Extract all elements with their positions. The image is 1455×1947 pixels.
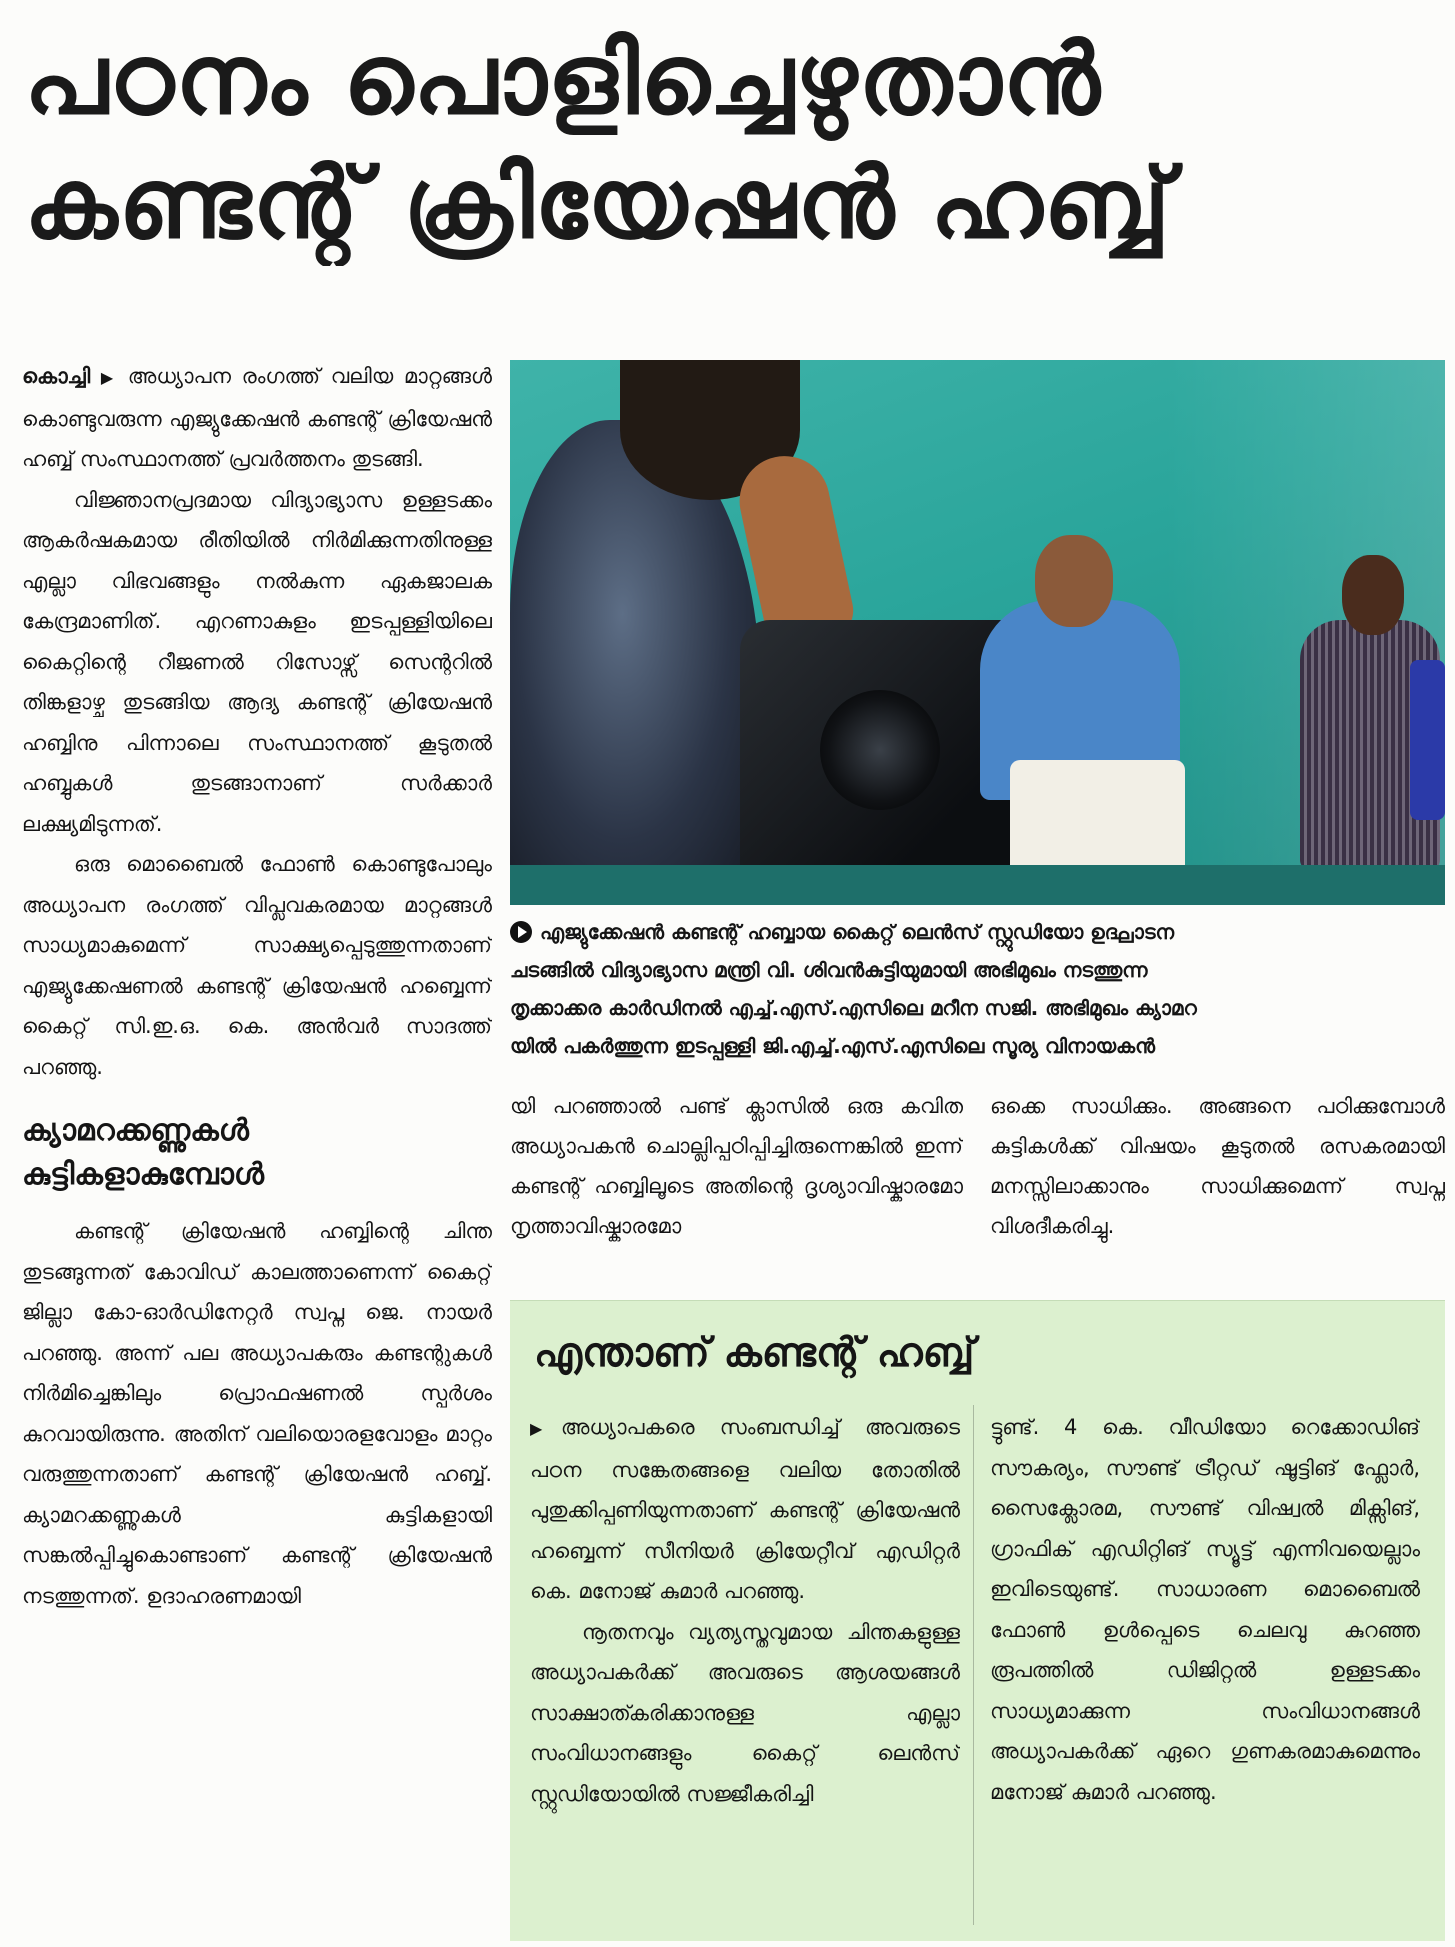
- headline-line-2: കണ്ടന്റ് ക്രിയേഷൻ ഹബ്ബ്: [24, 147, 1172, 261]
- sidebar-left-column: [530, 1407, 960, 1927]
- caption-line: എജ്യുക്കേഷൻ കണ്ടന്റ് ഹബ്ബായ കൈറ്റ് ലെൻസ് സ്റ്റുഡിയോ ഉദ്ഘാടന: [540, 920, 1175, 944]
- article-paragraph: വിജ്ഞാനപ്രദമായ വിദ്യാഭ്യാസ ഉള്ളടക്കം ആകർഷകമായ രീതിയിൽ നിർമിക്കുന്നതിനുള്ള എല്ലാ വിഭവങ്ങളും നൽകുന്ന ഏകജാലക കേന്ദ്രമാണിത്. എറണാകുളം ഇടപ്പള്ളിയിലെ കൈറ്റിന്റെ റീജണൽ റിസോഴ്സ് സെന്ററിൽ തിങ്കളാഴ്ച തുടങ്ങിയ ആദ്യ കണ്ടന്റ് ക്രിയേഷൻ ഹബ്ബിനു പിന്നാലെ സംസ്ഥാനത്ത് കൂടുതൽ ഹബ്ബുകൾ തുടങ്ങാനാണ് സർക്കാർ ലക്ഷ്യമിടുന്നത്.: [22, 487, 492, 836]
- article-lead: അധ്യാപന രംഗത്ത് വലിയ മാറ്റങ്ങൾ കൊണ്ടുവരുന്ന എജ്യുക്കേഷൻ കണ്ടന്റ് ക്രിയേഷൻ ഹബ്ബ് സംസ്ഥാനത്ത് പ്രവർത്തനം തുടങ്ങി.: [22, 364, 492, 471]
- caption-line: യിൽ പകർത്തുന്ന ഇടപ്പള്ളി ജി.എച്ച്.എസ്.എസിലെ സൂര്യ വിനായകൻ: [510, 1034, 1155, 1058]
- headline-line-1: പഠനം പൊളിച്ചെഴുതാൻ: [24, 23, 1101, 137]
- dateline: കൊച്ചി: [22, 364, 91, 388]
- headline: [24, 18, 1434, 266]
- article-paragraph: കണ്ടന്റ് ക്രിയേഷൻ ഹബ്ബിന്റെ ചിന്ത തുടങ്ങുന്നത് കോവിഡ് കാലത്താണെന്ന് കൈറ്റ് ജില്ലാ കോ-ഓർഡിനേറ്റർ സ്വപ്ന ജെ. നായർ പറഞ്ഞു. അന്ന് പല അധ്യാപകരും കണ്ടന്റുകൾ നിർമിച്ചെങ്കിലും പ്രൊഫഷണൽ സ്പർശം കുറവായിരുന്നു. അതിന് വലിയൊരളവോളം മാറ്റം വരുത്തുന്നതാണ് കണ്ടന്റ് ക്രിയേഷൻ ഹബ്ബ്. ക്യാമറക്കണ്ണുകൾ കുട്ടികളായി സങ്കൽപ്പിച്ചുകൊണ്ടാണ് കണ്ടന്റ് ക്രിയേഷൻ നടത്തുന്നത്. ഉദാഹരണമായി: [22, 1219, 492, 1608]
- photo-caption: [510, 913, 1445, 1065]
- news-photo: [510, 360, 1445, 905]
- play-arrow-icon: ▶: [100, 368, 118, 387]
- article-subheading: ക്യാമറക്കണ്ണുകൾ കുട്ടികളാകുമ്പോൾ: [22, 1113, 264, 1192]
- sidebar-title: എന്താണ് കണ്ടന്റ് ഹബ്ബ്: [534, 1330, 975, 1376]
- play-circle-icon: [510, 921, 532, 943]
- column-divider: [973, 1405, 974, 1925]
- play-arrow-icon: ▶: [530, 1419, 561, 1438]
- caption-line: തൃക്കാക്കര കാർഡിനൽ എച്ച്.എസ്.എസിലെ മറീന സജി. അഭിമുഖം ക്യാമറ: [510, 996, 1197, 1020]
- sidebar-paragraph: അധ്യാപകരെ സംബന്ധിച്ച് അവരുടെ പഠന സങ്കേതങ്ങളെ വലിയ തോതിൽ പുതുക്കിപ്പണിയുന്നതാണ് കണ്ടന്റ് ക്രിയേഷൻ ഹബ്ബെന്ന് സീനിയർ ക്രിയേറ്റീവ് എഡിറ്റർ കെ. മനോജ് കുമാർ പറഞ്ഞു.: [530, 1415, 960, 1603]
- article-mid-column: യി പറഞ്ഞാൽ പണ്ട് ക്ലാസിൽ ഒരു കവിത അധ്യാപകൻ ചൊല്ലിപ്പഠിപ്പിച്ചിരുന്നെങ്കിൽ ഇന്ന് കണ്ടന്റ് ഹബ്ബിലൂടെ അതിന്റെ ദൃശ്യാവിഷ്കാരമോ നൃത്താവിഷ്കാരമോ: [510, 1094, 963, 1238]
- sidebar-box: [510, 1300, 1445, 1941]
- caption-line: ചടങ്ങിൽ വിദ്യാഭ്യാസ മന്ത്രി വി. ശിവൻകുട്ടിയുമായി അഭിമുഖം നടത്തുന്ന: [510, 958, 1148, 982]
- article-paragraph: ഒരു മൊബൈൽ ഫോൺ കൊണ്ടുപോലും അധ്യാപന രംഗത്ത് വിപ്ലവകരമായ മാറ്റങ്ങൾ സാധ്യമാകുമെന്ന് സാക്ഷ്യപ്പെടുത്തുന്നതാണ് എജ്യുക്കേഷണൽ കണ്ടന്റ് ക്രിയേഷൻ ഹബ്ബെന്ന് കൈറ്റ് സി.ഇ.ഒ. കെ. അൻവർ സാദത്ത് പറഞ്ഞു.: [22, 852, 492, 1079]
- article-paragraph: [22, 356, 492, 480]
- article-left-column: [22, 356, 492, 1941]
- article-right-column: ഒക്കെ സാധിക്കും. അങ്ങനെ പഠിക്കുമ്പോൾ കുട്ടികൾക്ക് വിഷയം കൂടുതൽ രസകരമായി മനസ്സിലാക്കാനും സാധിക്കുമെന്ന് സ്വപ്ന വിശദീകരിച്ചു.: [990, 1094, 1445, 1238]
- sidebar-paragraph: നൂതനവും വ്യത്യസ്തവുമായ ചിന്തകളുള്ള അധ്യാപകർക്ക് അവരുടെ ആശയങ്ങൾ സാക്ഷാത്കരിക്കാനുള്ള എല്ലാ സംവിധാനങ്ങളും കൈറ്റ് ലെൻസ് സ്റ്റുഡിയോയിൽ സജ്ജീകരിച്ചി: [530, 1619, 960, 1806]
- sidebar-right-column: ട്ടുണ്ട്. 4 കെ. വീഡിയോ റെക്കോഡിങ് സൗകര്യം, സൗണ്ട് ട്രീറ്റഡ് ഷൂട്ടിങ് ഫ്ലോർ, സൈക്ലോരമ, സൗണ്ട് വിഷ്വൽ മിക്സിങ്, ഗ്രാഫിക് എഡിറ്റിങ് സ്യൂട്ട് എന്നിവയെല്ലാം ഇവിടെയുണ്ട്. സാധാരണ മൊബൈൽ ഫോൺ ഉൾപ്പെടെ ചെലവു കുറഞ്ഞ രൂപത്തിൽ ഡിജിറ്റൽ ഉള്ളടക്കം സാധ്യമാക്കുന്ന സംവിധാനങ്ങൾ അധ്യാപകർക്ക് ഏറെ ഗുണകരമാകുമെന്നും മനോജ് കുമാർ പറഞ്ഞു.: [990, 1415, 1420, 1804]
